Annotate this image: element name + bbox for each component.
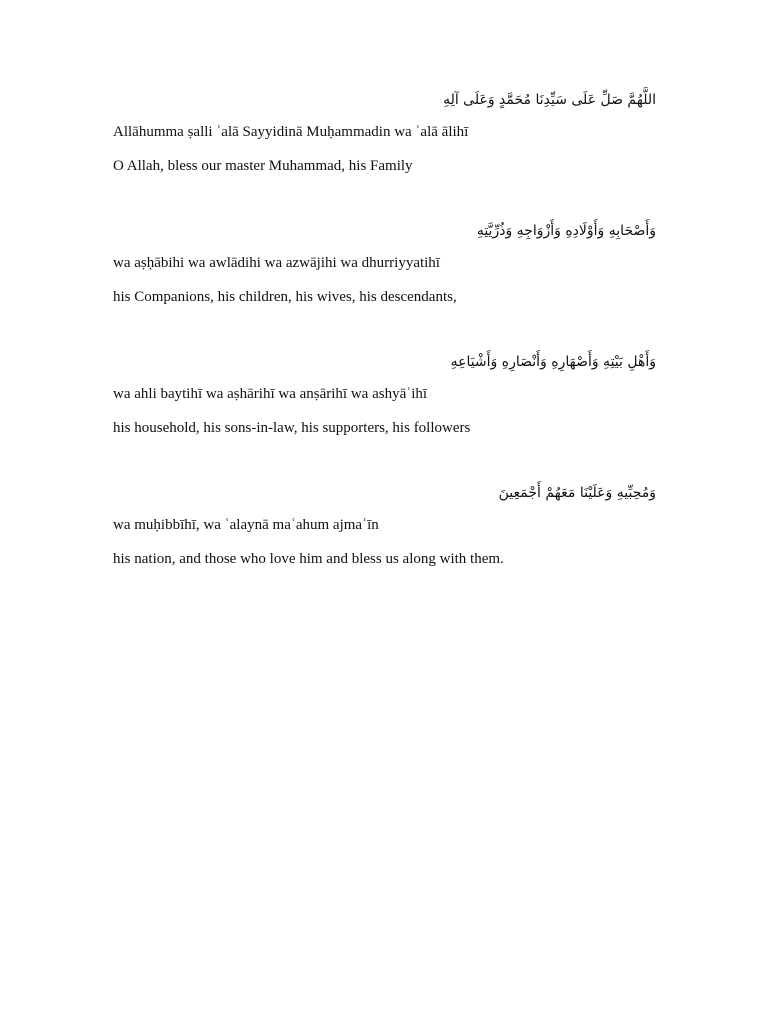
verse-block (113, 482, 656, 569)
verse-block (113, 89, 656, 176)
arabic-text: وَأَهْلِ بَيْتِهِ وَأَصْهَارِهِ وَأَنْصَارِهِ وَأَشْيَاعِهِ (450, 354, 656, 370)
transliteration-text: wa muḥibbīhī, wa ʿalaynā maʿahum ajmaʿīn (113, 517, 379, 533)
transliteration-text: wa ahli baytihī wa aṣhārihī wa anṣārihī wa ashyāʿihī (113, 386, 428, 402)
translation-text: his household, his sons-in-law, his supporters, his followers (113, 420, 471, 436)
transliteration-text: wa aṣḥābihi wa awlādihi wa azwājihi wa dhurriyyatihī (113, 255, 440, 271)
arabic-text: اللَّهُمَّ صَلِّ عَلَى سَيِّدِنَا مُحَمَّدٍ وَعَلَى آلِهِ (443, 92, 656, 108)
translation-text: O Allah, bless our master Muhammad, his Family (113, 158, 413, 174)
arabic-text: وَأَصْحَابِهِ وَأَوْلَادِهِ وَأَزْوَاجِهِ وَذُرِّيَّتِهِ (476, 223, 656, 239)
arabic-text: وَمُحِبِّيهِ وَعَلَيْنَا مَعَهُمْ أَجْمَعِينَ (498, 485, 656, 501)
verse-block (113, 351, 656, 438)
translation-text: his nation, and those who love him and bless us along with them. (113, 551, 504, 567)
verse-block (113, 220, 656, 307)
transliteration-text: Allāhumma ṣalli ʿalā Sayyidinā Muḥammadin wa ʿalā ālihī (113, 124, 469, 140)
translation-text: his Companions, his children, his wives, his descendants, (113, 289, 457, 305)
